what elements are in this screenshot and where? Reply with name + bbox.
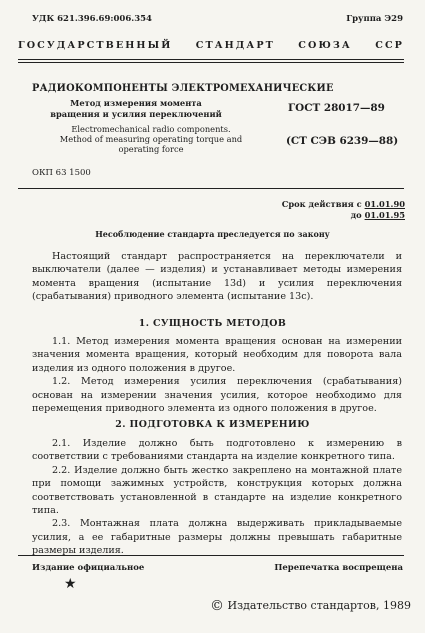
english-title: Electromechanical radio components. Method of measuring operating torque and operating force <box>59 124 243 155</box>
section-2-heading: 2. ПОДГОТОВКА К ИЗМЕРЕНИЮ <box>115 419 310 430</box>
footer-rule <box>18 555 404 556</box>
validity-to-date: 01.01.95 <box>364 210 405 220</box>
legal-warning: Несоблюдение стандарта преследуется по закону <box>95 229 330 239</box>
intro-paragraph <box>32 250 402 304</box>
paragraph-1-1: 1.1. Метод измерения момента вращения основан на измерении значения момента вращения, который необходим для поворота вала изделия из одного положения в другое. <box>32 336 402 374</box>
top-rule <box>18 59 404 60</box>
paragraph-2-3: 2.3. Монтажная плата должна выдерживать прикладываемые усилия, а ее габаритные размеры должны превышать габаритные размеры изделия. <box>32 518 402 557</box>
paragraph-1-2: 1.2. Метод измерения усилия переключения (срабатывания) основан на измерении значения усилия, которое необходимо для перемещения приводного элемента из одного положения в другое. <box>32 376 402 415</box>
reprint-prohibited: Перепечатка воспрещена <box>274 563 403 573</box>
validity-to-label: до <box>350 210 362 220</box>
section-1-body <box>32 335 402 415</box>
document-subtitle: Метод измерения момента вращения и усилия переключений <box>50 98 222 119</box>
standard-banner: ГОСУДАРСТВЕННЫЙ СТАНДАРТ СОЮЗА ССР <box>18 40 404 51</box>
intro-text: Настоящий стандарт распространяется на переключатели и выключатели (далее — изделия) и устанавливает методы измерения момента вращения (испытание 13d) и усилия переключения (срабатывания) приводного элемента (испытание 13c). <box>32 251 402 303</box>
paragraph-2-2: 2.2. Изделие должно быть жестко закреплено на монтажной плате при помощи зажимных устройств, конструкция которых должна соответствовать установленной в стандарте на изделие конкретного типа. <box>32 464 402 517</box>
official-edition: Издание официальное <box>32 563 145 573</box>
middle-rule <box>18 188 404 189</box>
st-sev-number: (СТ СЭВ 6239—88) <box>286 135 399 147</box>
group-code: Группа Э29 <box>346 14 403 24</box>
validity-from <box>282 199 405 209</box>
okp-code: ОКП 63 1500 <box>32 168 91 178</box>
validity-from-label: Срок действия с <box>281 199 362 209</box>
validity-from-date: 01.01.90 <box>364 199 405 209</box>
udc-code: УДК 621.396.69:006.354 <box>32 14 152 24</box>
section-1-heading: 1. СУЩНОСТЬ МЕТОДОВ <box>138 318 287 329</box>
document-title: РАДИОКОМПОНЕНТЫ ЭЛЕКТРОМЕХАНИЧЕСКИЕ <box>32 83 334 94</box>
validity-to <box>351 210 405 220</box>
star-icon: ★ <box>64 576 77 592</box>
section-2-body <box>32 437 402 558</box>
copyright-text: Издательство стандартов, 1989 <box>227 599 411 612</box>
paragraph-2-1: 2.1. Изделие должно быть подготовлено к измерению в соответствии с требованиями стандарта на изделие конкретного типа. <box>32 438 402 463</box>
copyright-line <box>210 598 411 614</box>
gost-number: ГОСТ 28017—89 <box>288 102 385 114</box>
copyright-icon: © <box>210 598 224 614</box>
top-rule-thin <box>18 62 404 63</box>
